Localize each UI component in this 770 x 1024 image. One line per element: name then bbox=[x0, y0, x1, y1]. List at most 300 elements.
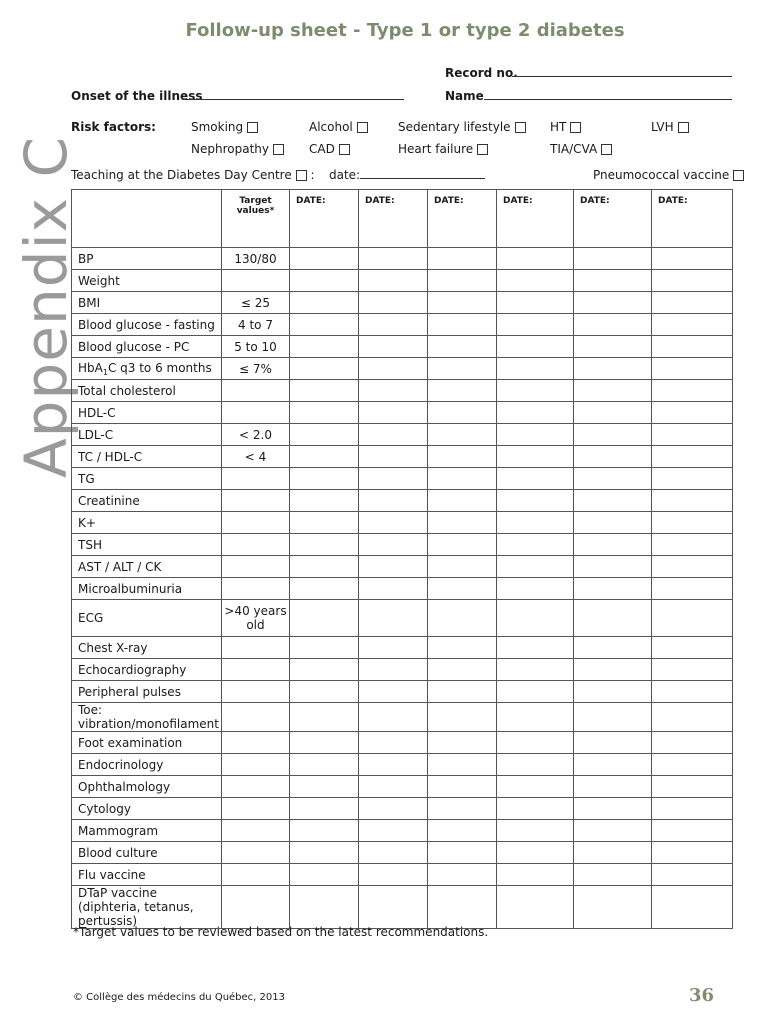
entry-cell[interactable] bbox=[290, 886, 359, 929]
record-no-field[interactable] bbox=[512, 76, 732, 77]
entry-cell[interactable] bbox=[290, 681, 359, 703]
row-label: TG bbox=[72, 468, 222, 490]
entry-cell[interactable] bbox=[652, 534, 733, 556]
entry-cell[interactable] bbox=[290, 820, 359, 842]
entry-cell[interactable] bbox=[574, 468, 652, 490]
risk-tia-cva: TIA/CVA bbox=[550, 142, 612, 156]
table-row bbox=[72, 358, 733, 380]
table-row bbox=[72, 842, 733, 864]
target-value: 5 to 10 bbox=[222, 336, 290, 358]
target-value bbox=[222, 681, 290, 703]
date-header[interactable]: DATE: bbox=[574, 190, 652, 248]
entry-cell[interactable] bbox=[290, 864, 359, 886]
entry-cell[interactable] bbox=[428, 468, 497, 490]
row-label: Cytology bbox=[72, 798, 222, 820]
target-value bbox=[222, 842, 290, 864]
entry-cell[interactable] bbox=[574, 798, 652, 820]
entry-cell[interactable] bbox=[652, 659, 733, 681]
entry-cell[interactable] bbox=[652, 446, 733, 468]
entry-cell[interactable] bbox=[497, 637, 574, 659]
entry-cell[interactable] bbox=[290, 402, 359, 424]
entry-cell[interactable] bbox=[428, 358, 497, 380]
target-value bbox=[222, 754, 290, 776]
table-row bbox=[72, 248, 733, 270]
entry-cell[interactable] bbox=[428, 578, 497, 600]
risk-sedentary: Sedentary lifestyle bbox=[398, 120, 526, 134]
entry-cell[interactable] bbox=[290, 512, 359, 534]
entry-cell[interactable] bbox=[497, 798, 574, 820]
entry-cell[interactable] bbox=[359, 468, 428, 490]
entry-cell[interactable] bbox=[428, 776, 497, 798]
risk-alcohol: Alcohol bbox=[309, 120, 368, 134]
entry-cell[interactable] bbox=[652, 556, 733, 578]
entry-cell[interactable] bbox=[497, 820, 574, 842]
table-row bbox=[72, 512, 733, 534]
name-label: Name bbox=[445, 89, 484, 103]
table-row bbox=[72, 556, 733, 578]
row-label: Foot examination bbox=[72, 732, 222, 754]
row-label: Mammogram bbox=[72, 820, 222, 842]
entry-cell[interactable] bbox=[428, 864, 497, 886]
entry-cell[interactable] bbox=[497, 446, 574, 468]
row-label: Weight bbox=[72, 270, 222, 292]
target-value bbox=[222, 270, 290, 292]
row-label: Ophthalmology bbox=[72, 776, 222, 798]
risk-cad: CAD bbox=[309, 142, 350, 156]
entry-cell[interactable] bbox=[497, 380, 574, 402]
entry-cell[interactable] bbox=[428, 842, 497, 864]
entry-cell[interactable] bbox=[497, 336, 574, 358]
entry-cell[interactable] bbox=[290, 776, 359, 798]
entry-cell[interactable] bbox=[428, 270, 497, 292]
entry-cell[interactable] bbox=[652, 490, 733, 512]
table-row bbox=[72, 534, 733, 556]
table-row bbox=[72, 424, 733, 446]
entry-cell[interactable] bbox=[652, 314, 733, 336]
entry-cell[interactable] bbox=[574, 534, 652, 556]
entry-cell[interactable] bbox=[497, 292, 574, 314]
row-label: Endocrinology bbox=[72, 754, 222, 776]
table-row bbox=[72, 703, 733, 732]
entry-cell[interactable] bbox=[290, 556, 359, 578]
entry-cell[interactable] bbox=[290, 468, 359, 490]
entry-cell[interactable] bbox=[359, 424, 428, 446]
entry-cell[interactable] bbox=[652, 578, 733, 600]
target-value bbox=[222, 886, 290, 929]
entry-cell[interactable] bbox=[652, 402, 733, 424]
entry-cell[interactable] bbox=[497, 512, 574, 534]
entry-cell[interactable] bbox=[497, 490, 574, 512]
entry-cell[interactable] bbox=[652, 732, 733, 754]
entry-cell[interactable] bbox=[290, 703, 359, 732]
entry-cell[interactable] bbox=[359, 842, 428, 864]
entry-cell[interactable] bbox=[359, 336, 428, 358]
row-label: Total cholesterol bbox=[72, 380, 222, 402]
row-label: TC / HDL-C bbox=[72, 446, 222, 468]
onset-label: Onset of the illness bbox=[71, 89, 203, 103]
target-value: < 4 bbox=[222, 446, 290, 468]
table-row bbox=[72, 336, 733, 358]
nephropathy-checkbox[interactable] bbox=[273, 144, 284, 155]
page-title: Follow-up sheet - Type 1 or type 2 diabetes bbox=[185, 20, 625, 41]
entry-cell[interactable] bbox=[574, 732, 652, 754]
table-row bbox=[72, 798, 733, 820]
table-row bbox=[72, 820, 733, 842]
target-value bbox=[222, 798, 290, 820]
entry-cell[interactable] bbox=[428, 637, 497, 659]
entry-cell[interactable] bbox=[359, 681, 428, 703]
entry-cell[interactable] bbox=[497, 732, 574, 754]
entry-cell[interactable] bbox=[428, 336, 497, 358]
risk-lvh: LVH bbox=[651, 120, 689, 134]
entry-cell[interactable] bbox=[574, 248, 652, 270]
entry-cell[interactable] bbox=[428, 248, 497, 270]
entry-cell[interactable] bbox=[428, 798, 497, 820]
entry-cell[interactable] bbox=[428, 380, 497, 402]
table-row bbox=[72, 578, 733, 600]
entry-cell[interactable] bbox=[428, 600, 497, 637]
entry-cell[interactable] bbox=[497, 578, 574, 600]
entry-cell[interactable] bbox=[359, 820, 428, 842]
entry-cell[interactable] bbox=[652, 637, 733, 659]
entry-cell[interactable] bbox=[359, 754, 428, 776]
target-value bbox=[222, 776, 290, 798]
entry-cell[interactable] bbox=[359, 402, 428, 424]
row-label: Toe: vibration/monofilament bbox=[72, 703, 222, 732]
entry-cell[interactable] bbox=[497, 358, 574, 380]
entry-cell[interactable] bbox=[428, 556, 497, 578]
entry-cell[interactable] bbox=[574, 864, 652, 886]
entry-cell[interactable] bbox=[290, 358, 359, 380]
footnote: *Target values to be reviewed based on the latest recommendations. bbox=[73, 925, 489, 939]
entry-cell[interactable] bbox=[359, 358, 428, 380]
entry-cell[interactable] bbox=[574, 820, 652, 842]
entry-cell[interactable] bbox=[497, 556, 574, 578]
entry-cell[interactable] bbox=[359, 578, 428, 600]
table-row bbox=[72, 292, 733, 314]
target-value bbox=[222, 380, 290, 402]
row-label: K+ bbox=[72, 512, 222, 534]
entry-cell[interactable] bbox=[290, 446, 359, 468]
table-row bbox=[72, 490, 733, 512]
entry-cell[interactable] bbox=[574, 659, 652, 681]
entry-cell[interactable] bbox=[428, 703, 497, 732]
target-value: ≤ 25 bbox=[222, 292, 290, 314]
row-label: TSH bbox=[72, 534, 222, 556]
row-label: ECG bbox=[72, 600, 222, 637]
risk-factors-label: Risk factors: bbox=[71, 120, 156, 134]
entry-cell[interactable] bbox=[652, 776, 733, 798]
date-header[interactable]: DATE: bbox=[652, 190, 733, 248]
row-label: Creatinine bbox=[72, 490, 222, 512]
entry-cell[interactable] bbox=[359, 248, 428, 270]
entry-cell[interactable] bbox=[359, 512, 428, 534]
appendix-side-label: Appendix C bbox=[12, 136, 80, 478]
entry-cell[interactable] bbox=[574, 380, 652, 402]
table-row bbox=[72, 864, 733, 886]
smoking-checkbox[interactable] bbox=[247, 122, 258, 133]
entry-cell[interactable] bbox=[574, 292, 652, 314]
entry-cell[interactable] bbox=[497, 754, 574, 776]
entry-cell[interactable] bbox=[290, 637, 359, 659]
entry-cell[interactable] bbox=[290, 490, 359, 512]
entry-cell[interactable] bbox=[652, 270, 733, 292]
target-values-header: Target values* bbox=[222, 190, 290, 248]
date-header[interactable]: DATE: bbox=[428, 190, 497, 248]
risk-heart-failure: Heart failure bbox=[398, 142, 488, 156]
target-value bbox=[222, 637, 290, 659]
entry-cell[interactable] bbox=[574, 402, 652, 424]
entry-cell[interactable] bbox=[497, 864, 574, 886]
entry-cell[interactable] bbox=[359, 864, 428, 886]
entry-cell[interactable] bbox=[574, 886, 652, 929]
entry-cell[interactable] bbox=[497, 842, 574, 864]
target-value bbox=[222, 534, 290, 556]
heart-failure-checkbox[interactable] bbox=[477, 144, 488, 155]
entry-cell[interactable] bbox=[574, 600, 652, 637]
entry-cell[interactable] bbox=[359, 270, 428, 292]
row-label: BP bbox=[72, 248, 222, 270]
pneumococcal-checkbox[interactable] bbox=[733, 170, 744, 181]
entry-cell[interactable] bbox=[497, 886, 574, 929]
row-label: BMI bbox=[72, 292, 222, 314]
row-label: Peripheral pulses bbox=[72, 681, 222, 703]
entry-cell[interactable] bbox=[574, 776, 652, 798]
row-label: Blood culture bbox=[72, 842, 222, 864]
entry-cell[interactable] bbox=[359, 886, 428, 929]
target-value: 130/80 bbox=[222, 248, 290, 270]
entry-cell[interactable] bbox=[428, 446, 497, 468]
entry-cell[interactable] bbox=[652, 358, 733, 380]
entry-cell[interactable] bbox=[574, 703, 652, 732]
entry-cell[interactable] bbox=[428, 402, 497, 424]
table-row bbox=[72, 754, 733, 776]
entry-cell[interactable] bbox=[428, 292, 497, 314]
entry-cell[interactable] bbox=[428, 820, 497, 842]
entry-cell[interactable] bbox=[359, 798, 428, 820]
entry-cell[interactable] bbox=[574, 270, 652, 292]
ht-checkbox[interactable] bbox=[570, 122, 581, 133]
row-label: Echocardiography bbox=[72, 659, 222, 681]
risk-nephropathy: Nephropathy bbox=[191, 142, 284, 156]
entry-cell[interactable] bbox=[359, 556, 428, 578]
target-value: 4 to 7 bbox=[222, 314, 290, 336]
entry-cell[interactable] bbox=[290, 534, 359, 556]
entry-cell[interactable] bbox=[497, 659, 574, 681]
row-label: HDL-C bbox=[72, 402, 222, 424]
table-row bbox=[72, 886, 733, 929]
entry-cell[interactable] bbox=[574, 754, 652, 776]
entry-cell[interactable] bbox=[497, 314, 574, 336]
table-row bbox=[72, 659, 733, 681]
row-label: AST / ALT / CK bbox=[72, 556, 222, 578]
entry-cell[interactable] bbox=[290, 270, 359, 292]
entry-cell[interactable] bbox=[359, 534, 428, 556]
entry-cell[interactable] bbox=[497, 468, 574, 490]
row-label: Microalbuminuria bbox=[72, 578, 222, 600]
entry-cell[interactable] bbox=[359, 600, 428, 637]
entry-cell[interactable] bbox=[652, 424, 733, 446]
entry-cell[interactable] bbox=[497, 402, 574, 424]
record-no-label: Record no. bbox=[445, 66, 518, 80]
entry-cell[interactable] bbox=[574, 842, 652, 864]
entry-cell[interactable] bbox=[359, 446, 428, 468]
target-value: < 2.0 bbox=[222, 424, 290, 446]
teaching-checkbox[interactable] bbox=[296, 170, 307, 181]
table-row bbox=[72, 776, 733, 798]
entry-cell[interactable] bbox=[574, 681, 652, 703]
entry-cell[interactable] bbox=[574, 512, 652, 534]
entry-cell[interactable] bbox=[290, 754, 359, 776]
entry-cell[interactable] bbox=[359, 637, 428, 659]
entry-cell[interactable] bbox=[428, 314, 497, 336]
onset-field[interactable] bbox=[184, 99, 404, 100]
entry-cell[interactable] bbox=[497, 248, 574, 270]
entry-cell[interactable] bbox=[652, 380, 733, 402]
table-row bbox=[72, 732, 733, 754]
entry-cell[interactable] bbox=[428, 424, 497, 446]
date-header[interactable]: DATE: bbox=[290, 190, 359, 248]
target-value bbox=[222, 402, 290, 424]
lvh-checkbox[interactable] bbox=[678, 122, 689, 133]
entry-cell[interactable] bbox=[574, 556, 652, 578]
copyright-footer: © Collège des médecins du Québec, 2013 bbox=[73, 992, 285, 1003]
entry-cell[interactable] bbox=[359, 659, 428, 681]
table-row bbox=[72, 270, 733, 292]
table-row bbox=[72, 681, 733, 703]
entry-cell[interactable] bbox=[290, 842, 359, 864]
entry-cell[interactable] bbox=[652, 886, 733, 929]
name-field[interactable] bbox=[484, 99, 732, 100]
entry-cell[interactable] bbox=[290, 732, 359, 754]
entry-cell[interactable] bbox=[290, 600, 359, 637]
entry-cell[interactable] bbox=[652, 468, 733, 490]
entry-cell[interactable] bbox=[428, 512, 497, 534]
entry-cell[interactable] bbox=[497, 681, 574, 703]
row-label: Flu vaccine bbox=[72, 864, 222, 886]
entry-cell[interactable] bbox=[497, 776, 574, 798]
entry-cell[interactable] bbox=[574, 424, 652, 446]
entry-cell[interactable] bbox=[574, 637, 652, 659]
row-label: LDL-C bbox=[72, 424, 222, 446]
tia-cva-checkbox[interactable] bbox=[601, 144, 612, 155]
entry-cell[interactable] bbox=[359, 292, 428, 314]
entry-cell[interactable] bbox=[652, 754, 733, 776]
entry-cell[interactable] bbox=[497, 703, 574, 732]
teaching-date-field[interactable] bbox=[360, 178, 485, 179]
row-label: DTaP vaccine (diphteria, tetanus, pertussis) bbox=[72, 886, 222, 929]
entry-cell[interactable] bbox=[574, 446, 652, 468]
entry-cell[interactable] bbox=[359, 490, 428, 512]
entry-cell[interactable] bbox=[359, 732, 428, 754]
table-row bbox=[72, 600, 733, 637]
entry-cell[interactable] bbox=[290, 424, 359, 446]
entry-cell[interactable] bbox=[574, 490, 652, 512]
entry-cell[interactable] bbox=[652, 864, 733, 886]
alcohol-checkbox[interactable] bbox=[357, 122, 368, 133]
table-row bbox=[72, 314, 733, 336]
date-header[interactable]: DATE: bbox=[359, 190, 428, 248]
entry-cell[interactable] bbox=[652, 336, 733, 358]
entry-cell[interactable] bbox=[574, 578, 652, 600]
table-row bbox=[72, 402, 733, 424]
pneumococcal-label: Pneumococcal vaccine bbox=[593, 168, 744, 182]
target-value: ≤ 7% bbox=[222, 358, 290, 380]
sedentary-checkbox[interactable] bbox=[515, 122, 526, 133]
cad-checkbox[interactable] bbox=[339, 144, 350, 155]
target-value bbox=[222, 490, 290, 512]
date-header[interactable]: DATE: bbox=[497, 190, 574, 248]
entry-cell[interactable] bbox=[652, 681, 733, 703]
entry-cell[interactable] bbox=[359, 314, 428, 336]
target-value bbox=[222, 820, 290, 842]
entry-cell[interactable] bbox=[652, 292, 733, 314]
entry-cell[interactable] bbox=[574, 336, 652, 358]
target-value bbox=[222, 468, 290, 490]
entry-cell[interactable] bbox=[428, 681, 497, 703]
table-row bbox=[72, 468, 733, 490]
target-value bbox=[222, 512, 290, 534]
row-label: Blood glucose - fasting bbox=[72, 314, 222, 336]
table-row bbox=[72, 446, 733, 468]
entry-cell[interactable] bbox=[428, 732, 497, 754]
entry-cell[interactable] bbox=[290, 292, 359, 314]
entry-cell[interactable] bbox=[359, 776, 428, 798]
entry-cell[interactable] bbox=[574, 358, 652, 380]
entry-cell[interactable] bbox=[428, 659, 497, 681]
entry-cell[interactable] bbox=[574, 314, 652, 336]
risk-ht: HT bbox=[550, 120, 581, 134]
entry-cell[interactable] bbox=[290, 314, 359, 336]
row-label: Blood glucose - PC bbox=[72, 336, 222, 358]
entry-cell[interactable] bbox=[497, 534, 574, 556]
target-value bbox=[222, 578, 290, 600]
header-blank bbox=[72, 190, 222, 248]
entry-cell[interactable] bbox=[497, 600, 574, 637]
entry-cell[interactable] bbox=[652, 820, 733, 842]
row-label: HbA$_1$C q3 to 6 months bbox=[72, 358, 222, 380]
entry-cell[interactable] bbox=[290, 248, 359, 270]
entry-cell[interactable] bbox=[652, 842, 733, 864]
entry-cell[interactable] bbox=[652, 703, 733, 732]
entry-cell[interactable] bbox=[290, 659, 359, 681]
entry-cell[interactable] bbox=[290, 798, 359, 820]
table-row bbox=[72, 380, 733, 402]
entry-cell[interactable] bbox=[290, 380, 359, 402]
entry-cell[interactable] bbox=[428, 534, 497, 556]
row-label: Chest X-ray bbox=[72, 637, 222, 659]
entry-cell[interactable] bbox=[652, 798, 733, 820]
entry-cell[interactable] bbox=[652, 512, 733, 534]
target-value bbox=[222, 864, 290, 886]
entry-cell[interactable] bbox=[497, 270, 574, 292]
entry-cell[interactable] bbox=[428, 754, 497, 776]
entry-cell[interactable] bbox=[359, 380, 428, 402]
entry-cell[interactable] bbox=[428, 490, 497, 512]
entry-cell[interactable] bbox=[652, 248, 733, 270]
entry-cell[interactable] bbox=[652, 600, 733, 637]
entry-cell[interactable] bbox=[290, 578, 359, 600]
teaching-label: Teaching at the Diabetes Day Centre : bbox=[71, 168, 315, 182]
entry-cell[interactable] bbox=[359, 703, 428, 732]
entry-cell[interactable] bbox=[428, 886, 497, 929]
table-row bbox=[72, 637, 733, 659]
target-value bbox=[222, 732, 290, 754]
entry-cell[interactable] bbox=[497, 424, 574, 446]
teaching-date-label: date: bbox=[329, 168, 361, 182]
page-number: 36 bbox=[689, 985, 715, 1006]
entry-cell[interactable] bbox=[290, 336, 359, 358]
